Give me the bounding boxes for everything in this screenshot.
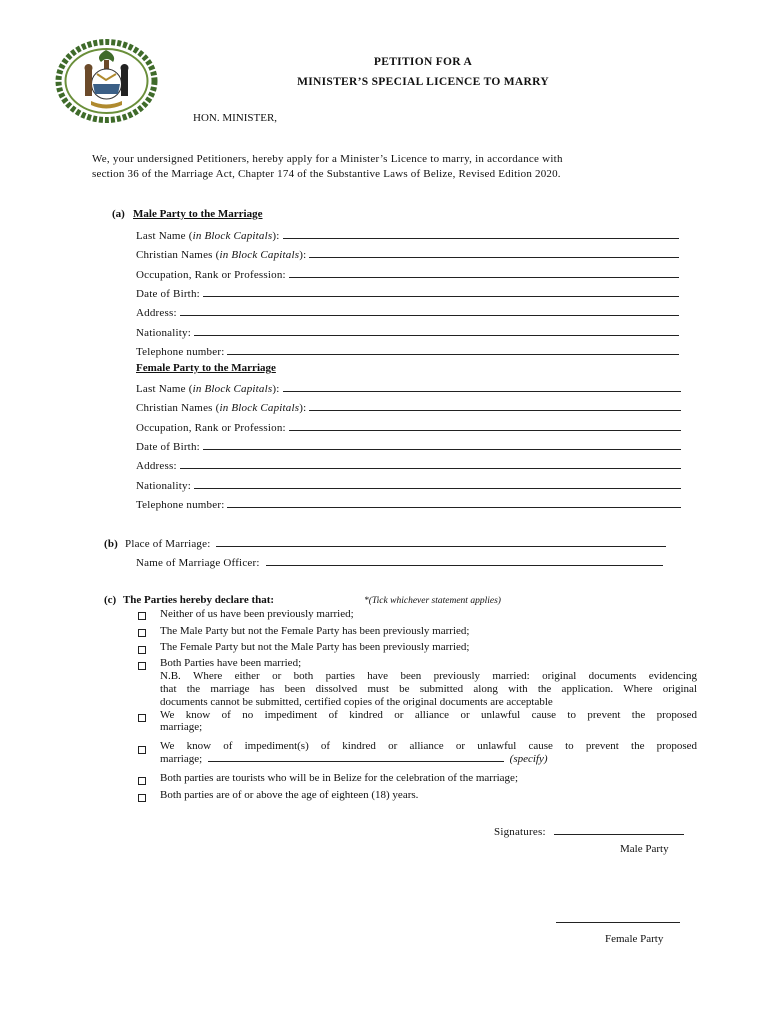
intro-line-2: section 36 of the Marriage Act, Chapter 174 of the Substantive Laws of Belize, Revised Edition 2020. xyxy=(92,168,561,180)
form-field-row xyxy=(136,345,679,358)
form-field-input-line[interactable] xyxy=(309,248,679,258)
checkbox-no-impediment[interactable] xyxy=(138,714,146,722)
salutation: HON. MINISTER, xyxy=(193,112,278,124)
form-field-row xyxy=(136,248,679,261)
female-signature-field[interactable] xyxy=(556,913,680,923)
section-a-marker: (a) xyxy=(112,208,125,220)
form-field-row xyxy=(136,268,679,281)
section-b-marker: (b) xyxy=(104,538,119,550)
form-field-row xyxy=(136,229,679,242)
statement-both-married: Both Parties have been married; xyxy=(160,657,302,669)
female-party-heading: Female Party to the Marriage xyxy=(136,362,276,374)
statement-female-previously-married: The Female Party but not the Male Party has been previously married; xyxy=(160,641,470,653)
male-party-signature-label: Male Party xyxy=(620,843,669,855)
nb-line-3: documents cannot be submitted, certified copies of the original documents are acceptable xyxy=(160,696,553,708)
statement-no-impediment-line-1: We know of no impediment of kindred or alliance or unlawful cause to prevent the proposed xyxy=(160,709,697,721)
form-field-label: Telephone number: xyxy=(136,498,225,511)
form-field-label: Date of Birth: xyxy=(136,440,200,453)
form-field-row xyxy=(136,287,679,300)
place-of-marriage-field[interactable] xyxy=(216,537,666,547)
statement-tourists: Both parties are tourists who will be in Belize for the celebration of the marriage; xyxy=(160,772,518,784)
place-of-marriage-row xyxy=(104,537,666,550)
form-field-row xyxy=(136,306,679,319)
impediment-specify-field[interactable] xyxy=(208,752,504,762)
form-field-input-line[interactable] xyxy=(227,345,679,355)
section-c-heading: The Parties hereby declare that: xyxy=(122,594,275,606)
statement-age-eighteen: Both parties are of or above the age of eighteen (18) years. xyxy=(160,789,419,801)
section-c-marker: (c) xyxy=(104,594,117,606)
statement-no-impediment-line-2: marriage; xyxy=(160,721,203,733)
female-party-signature-label: Female Party xyxy=(605,933,664,945)
form-field-label: Last Name (in Block Capitals): xyxy=(136,383,280,395)
form-field-row xyxy=(136,459,681,472)
statement-impediment-line-2-row xyxy=(160,752,548,765)
male-signature-field[interactable] xyxy=(554,825,684,835)
form-field-input-line[interactable] xyxy=(283,382,682,392)
form-field-input-line[interactable] xyxy=(227,498,681,508)
form-field-label: Occupation, Rank or Profession: xyxy=(136,268,286,281)
statement-impediment-line-2: marriage; xyxy=(160,753,203,765)
signatures-row xyxy=(494,825,684,838)
form-field-label: Christian Names (in Block Capitals): xyxy=(136,402,307,415)
marriage-officer-label: Name of Marriage Officer: xyxy=(136,557,260,569)
form-field-row xyxy=(136,421,681,434)
intro-line-1: We, your undersigned Petitioners, hereby apply for a Minister’s Licence to marry, in accordance with xyxy=(92,153,563,165)
checkbox-male-previously-married[interactable] xyxy=(138,629,146,637)
form-field-input-line[interactable] xyxy=(194,326,679,336)
form-field-input-line[interactable] xyxy=(194,479,681,489)
form-field-input-line[interactable] xyxy=(283,229,680,239)
checkbox-impediment[interactable] xyxy=(138,746,146,754)
statement-never-married: Neither of us have been previously married; xyxy=(160,608,354,620)
place-of-marriage-label: Place of Marriage: xyxy=(125,538,211,550)
tick-note: *(Tick whichever statement applies) xyxy=(364,596,501,606)
form-field-input-line[interactable] xyxy=(289,268,679,278)
nb-line-2: that the marriage has been dissolved must be submitted along with the application. Where original xyxy=(160,683,697,695)
title-line-1: PETITION FOR A xyxy=(373,56,473,68)
checkbox-never-married[interactable] xyxy=(138,612,146,620)
form-field-row xyxy=(136,326,679,339)
section-c-heading-row xyxy=(104,594,274,606)
statement-impediment-line-1: We know of impediment(s) of kindred or alliance or unlawful cause to prevent the proposed xyxy=(160,740,697,752)
male-party-heading: Male Party to the Marriage xyxy=(133,208,263,220)
form-field-row xyxy=(136,401,681,414)
form-field-input-line[interactable] xyxy=(180,459,681,469)
form-field-label: Address: xyxy=(136,307,177,320)
form-field-label: Telephone number: xyxy=(136,345,225,358)
form-field-row xyxy=(136,498,681,511)
title-line-2: MINISTER’S SPECIAL LICENCE TO MARRY xyxy=(297,76,549,88)
statement-male-previously-married: The Male Party but not the Female Party has been previously married; xyxy=(160,625,470,637)
form-field-label: Nationality: xyxy=(136,479,191,492)
checkbox-tourists[interactable] xyxy=(138,777,146,785)
form-field-label: Address: xyxy=(136,460,177,473)
form-field-input-line[interactable] xyxy=(203,440,681,450)
checkbox-age-eighteen[interactable] xyxy=(138,794,146,802)
form-field-row xyxy=(136,382,681,395)
nb-line-1: N.B. Where either or both parties have been previously married: original documents evidencing xyxy=(160,670,697,682)
signatures-label: Signatures: xyxy=(494,826,546,838)
checkbox-both-married[interactable] xyxy=(138,662,146,670)
form-field-row xyxy=(136,440,681,453)
checkbox-female-previously-married[interactable] xyxy=(138,646,146,654)
form-field-label: Last Name (in Block Capitals): xyxy=(136,230,280,242)
form-field-label: Nationality: xyxy=(136,326,191,339)
form-field-label: Occupation, Rank or Profession: xyxy=(136,421,286,434)
form-field-label: Christian Names (in Block Capitals): xyxy=(136,249,307,262)
form-field-input-line[interactable] xyxy=(289,421,681,431)
marriage-officer-field[interactable] xyxy=(266,556,663,566)
form-field-input-line[interactable] xyxy=(180,306,679,316)
form-field-label: Date of Birth: xyxy=(136,287,200,300)
form-field-row xyxy=(136,479,681,492)
specify-note: (specify) xyxy=(509,753,548,765)
form-field-input-line[interactable] xyxy=(309,401,681,411)
form-field-input-line[interactable] xyxy=(203,287,679,297)
marriage-officer-row xyxy=(136,556,663,569)
